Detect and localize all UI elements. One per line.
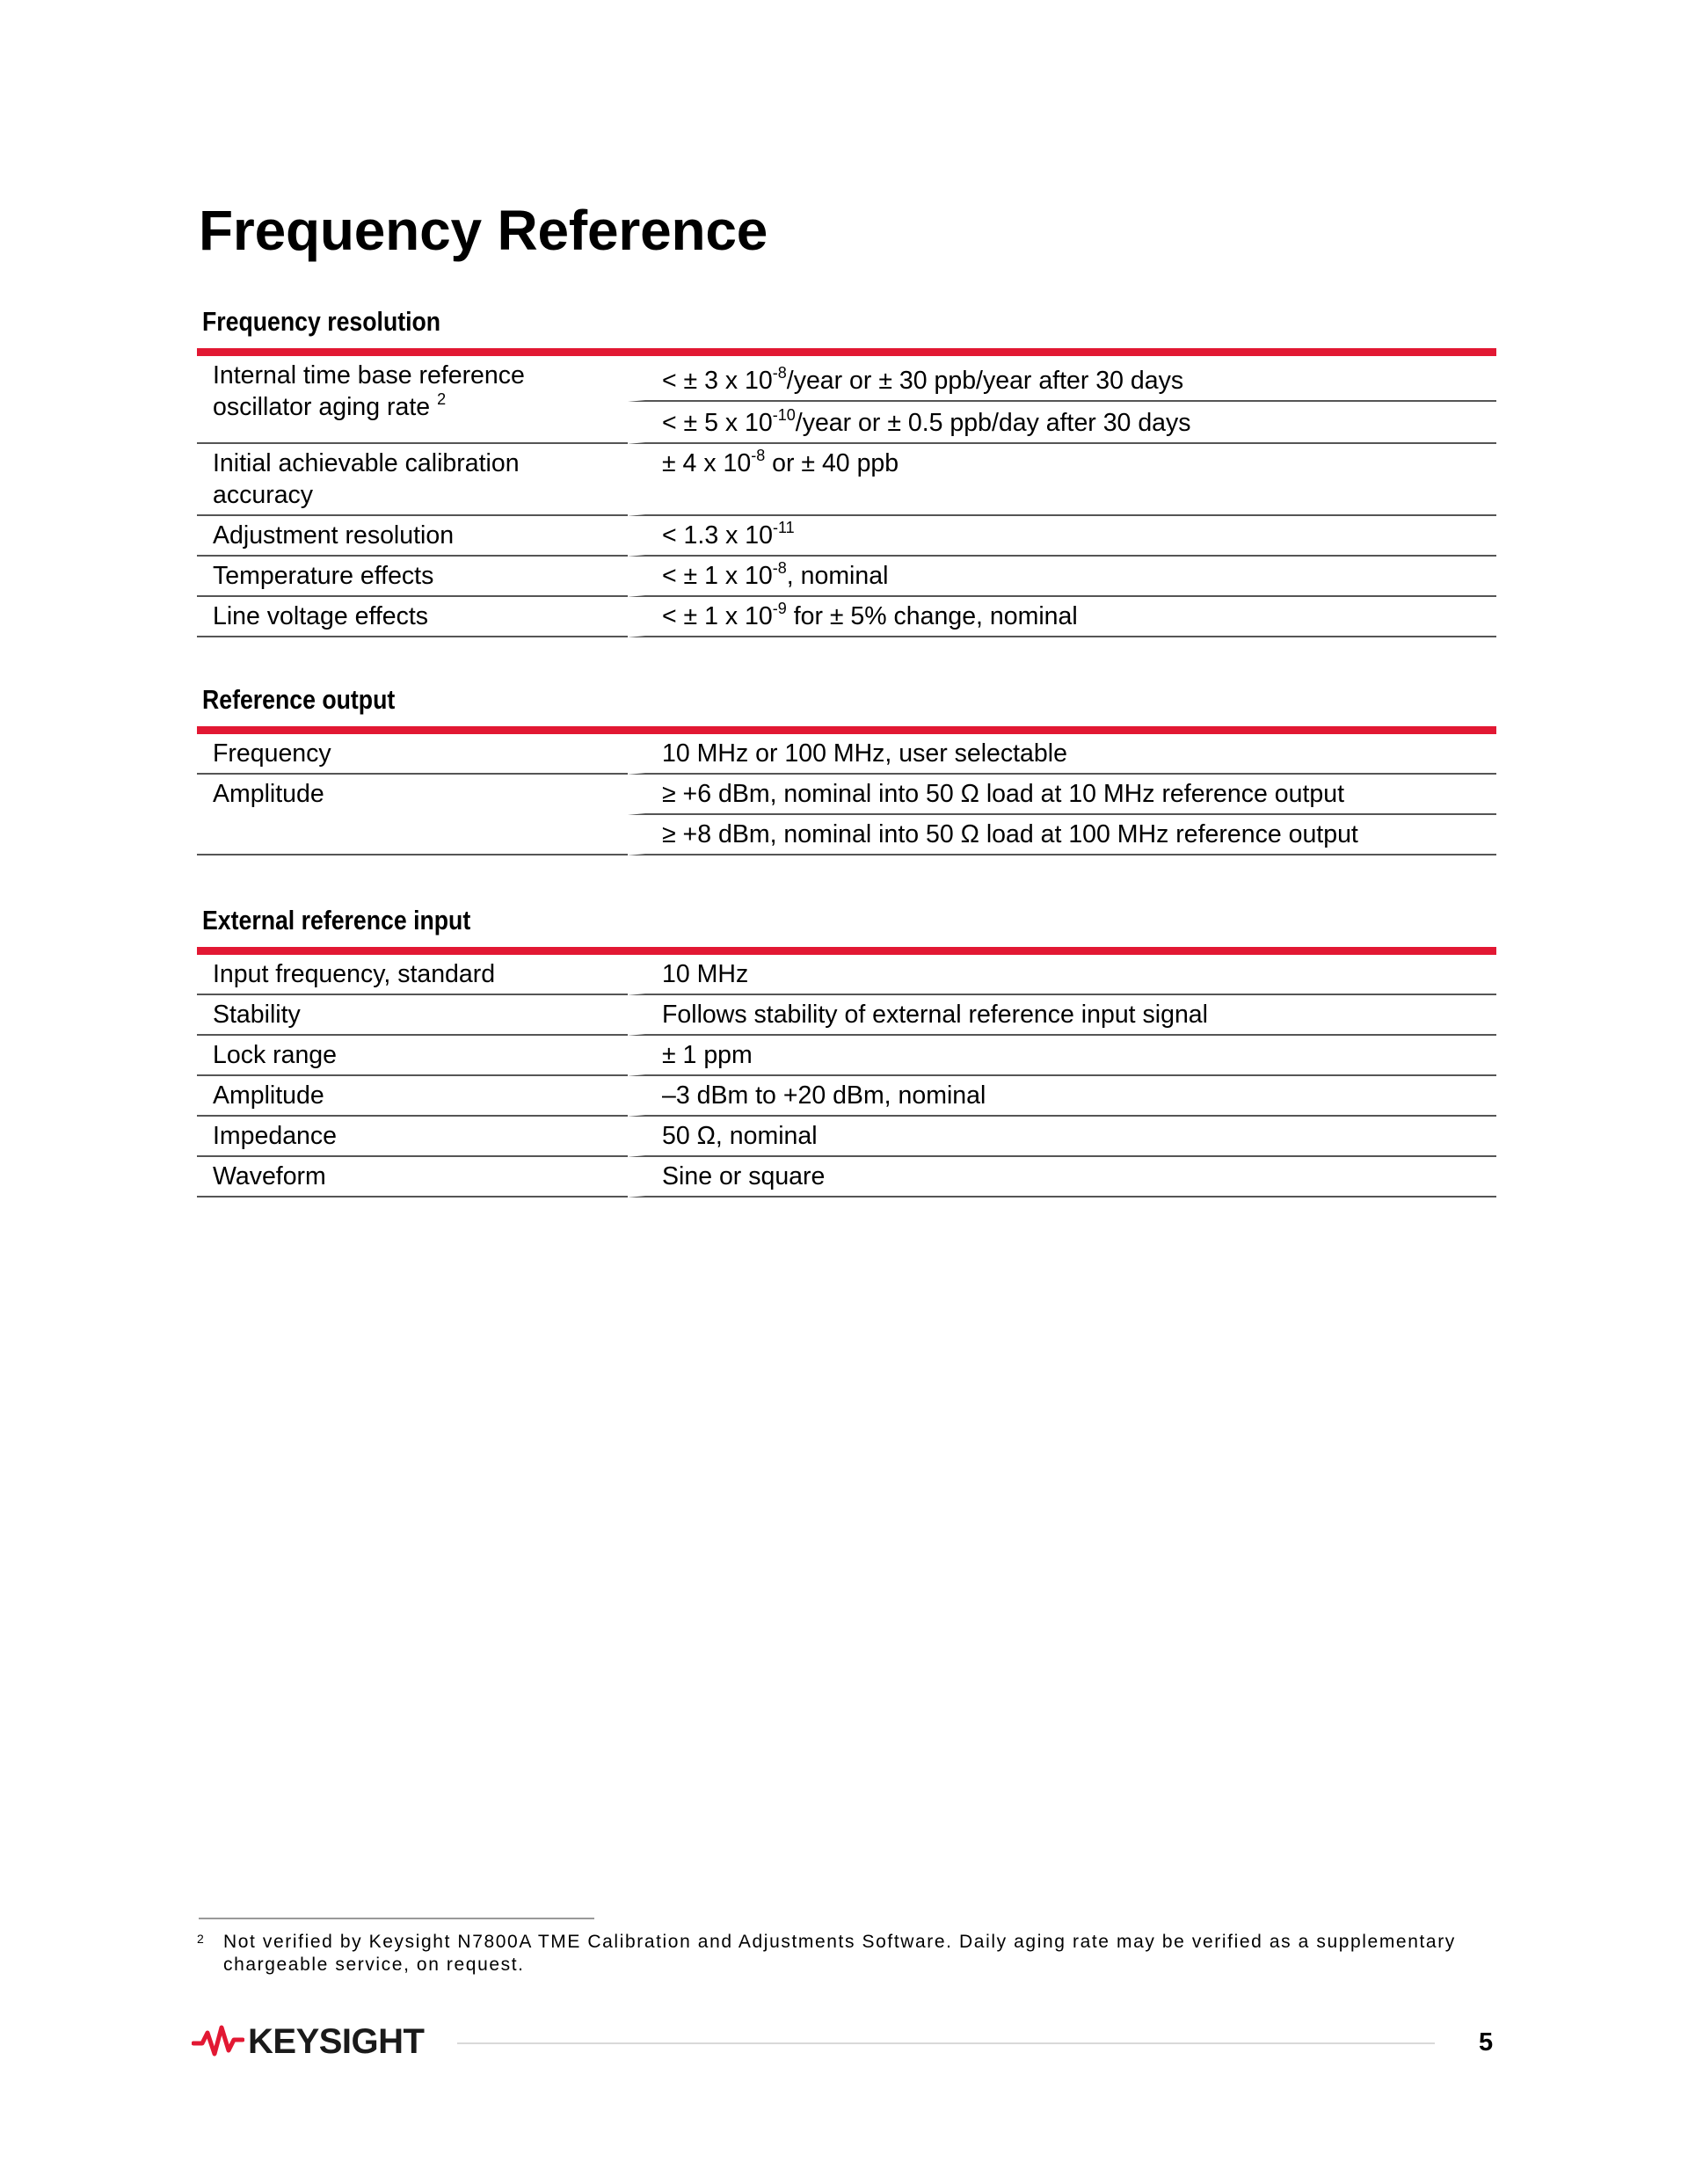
section-title-reference-output: Reference output xyxy=(202,684,396,715)
table-row xyxy=(197,734,1496,775)
external-reference-input-table xyxy=(197,947,1496,1198)
table-row xyxy=(197,557,1496,597)
table-row xyxy=(197,775,1496,815)
spec-label: Impedance xyxy=(197,1117,628,1157)
table-row xyxy=(197,955,1496,995)
spec-label: Amplitude xyxy=(197,775,628,855)
keysight-logo-text: KEYSIGHT xyxy=(248,2022,425,2061)
spec-label: Internal time base reference oscillator aging rate $^2$ xyxy=(197,356,628,444)
spec-value: < ± 1 x $10^{-8}$, nominal xyxy=(628,557,1496,597)
spec-label: Lock range xyxy=(197,1036,628,1076)
reference-output-table xyxy=(197,726,1496,855)
footnote xyxy=(197,1931,1498,1977)
section-divider xyxy=(197,726,1496,734)
spec-label: Frequency xyxy=(197,734,628,775)
footnote-ref[interactable]: 2 xyxy=(437,389,447,408)
spec-label: Initial achievable calibration accuracy xyxy=(197,444,628,516)
spec-value: 50 Ω, nominal xyxy=(628,1117,1496,1157)
spec-value: Sine or square xyxy=(628,1157,1496,1198)
footnote-mark: 2 xyxy=(197,1932,206,1946)
spec-value: ≥ +8 dBm, nominal into 50 Ω load at 100 MHz reference output xyxy=(628,815,1496,855)
spec-value: ± 1 ppm xyxy=(628,1036,1496,1076)
spec-value: ≥ +6 dBm, nominal into 50 Ω load at 10 MHz reference output xyxy=(628,775,1496,815)
table-row xyxy=(197,1117,1496,1157)
spec-value: Follows stability of external reference input signal xyxy=(628,995,1496,1036)
spec-value: < ± 1 x $10^{-9}$ for ± 5% change, nominal xyxy=(628,597,1496,637)
spec-label: Input frequency, standard xyxy=(197,955,628,995)
spec-label: Stability xyxy=(197,995,628,1036)
table-row xyxy=(197,597,1496,637)
table-row xyxy=(197,995,1496,1036)
table-row xyxy=(197,516,1496,557)
spec-value: < ± 5 x $10^{-10}$/year or ± 0.5 ppb/day after 30 days xyxy=(628,402,1496,444)
section-divider xyxy=(197,348,1496,356)
spec-label: Amplitude xyxy=(197,1076,628,1117)
page-title: Frequency Reference xyxy=(199,199,768,262)
table-row xyxy=(197,356,1496,402)
section-title-external-reference-input: External reference input xyxy=(202,905,471,935)
spec-label: Waveform xyxy=(197,1157,628,1198)
spec-value: 10 MHz or 100 MHz, user selectable xyxy=(628,734,1496,775)
spec-label: Adjustment resolution xyxy=(197,516,628,557)
section-divider xyxy=(197,947,1496,955)
spec-value: ± 4 x $10^{-8}$ or ± 40 ppb xyxy=(628,444,1496,516)
spec-label: Line voltage effects xyxy=(197,597,628,637)
spec-label: Temperature effects xyxy=(197,557,628,597)
spec-value: –3 dBm to +20 dBm, nominal xyxy=(628,1076,1496,1117)
footnote-divider xyxy=(199,1918,594,1919)
keysight-wave-icon xyxy=(192,2024,244,2059)
frequency-resolution-table xyxy=(197,348,1496,637)
footer-divider xyxy=(457,2042,1435,2044)
page-number: 5 xyxy=(1479,2028,1494,2057)
spec-value: 10 MHz xyxy=(628,955,1496,995)
footnote-text: Not verified by Keysight N7800A TME Calibration and Adjustments Software. Daily aging rate may be verified as a supplementary chargeable service, on request. xyxy=(223,1932,1456,1975)
table-row xyxy=(197,1157,1496,1198)
table-row xyxy=(197,1076,1496,1117)
spec-value: < 1.3 x $10^{-11}$ xyxy=(628,516,1496,557)
spec-value: < ± 3 x $10^{-8}$/year or ± 30 ppb/year after 30 days xyxy=(628,356,1496,402)
table-row xyxy=(197,444,1496,516)
section-title-frequency-resolution: Frequency resolution xyxy=(202,306,441,337)
table-row xyxy=(197,1036,1496,1076)
